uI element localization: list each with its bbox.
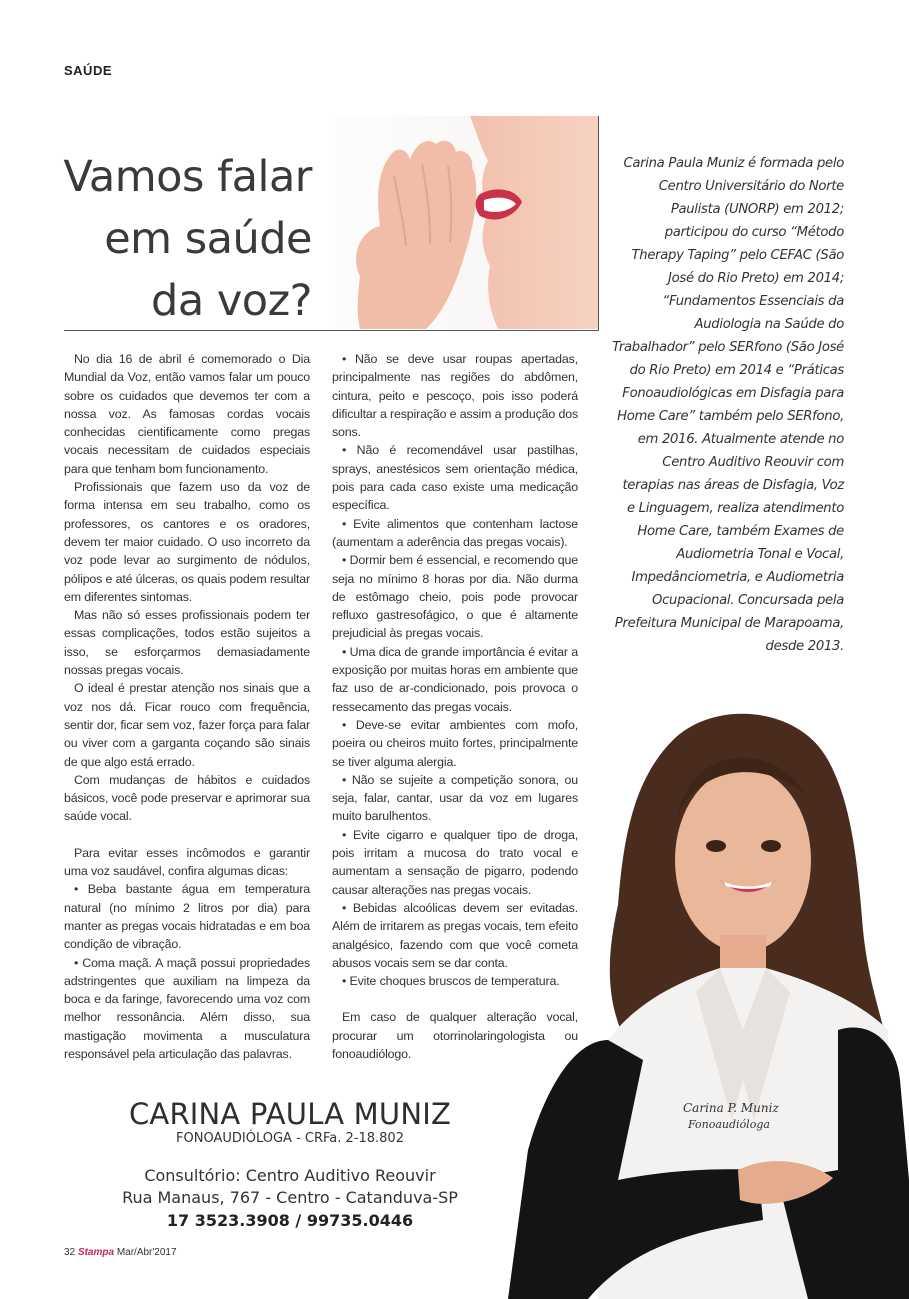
- article-column-1: [64, 350, 310, 1063]
- author-portrait-photo: [508, 700, 909, 1299]
- author-role: FONOAUDIÓLOGA - CRFa. 2-18.802: [176, 1131, 404, 1146]
- paragraph: No dia 16 de abril é comemorado o Dia Mundial da Voz, então vamos falar um pouco sobre os cuidados que devemos ter com a nossa voz. As famosas cordas vocais conhecidas cientificamente como pregas vocais necessitam de cuidados especiais para que tenham bom funcionamento.: [64, 352, 310, 476]
- tip-item: • Bebidas alcoólicas devem ser evitadas. Além de irritarem as pregas vocais, tem efeito analgésico, fazendo com que você cometa abusos vocais sem se dar conta.: [332, 900, 578, 970]
- office-name: Consultório: Centro Auditivo Reouvir: [144, 1166, 436, 1185]
- coat-name-embroidery: Carina P. Muniz: [683, 1101, 779, 1115]
- title-line: em saúde: [104, 214, 312, 264]
- tip-item: • Não é recomendável usar pastilhas, sprays, anestésicos sem orientação médica, pois para cada caso existe uma medicação específica.: [332, 443, 578, 513]
- paragraph: O ideal é prestar atenção nos sinais que a voz nos dá. Ficar rouco com frequência, sentir dor, ficar sem voz, fazer força para falar ou viver com a garganta coçando são sinais de que algo está errado.: [64, 681, 310, 769]
- divider-vertical: [598, 116, 599, 331]
- title-line: da voz?: [151, 276, 312, 326]
- tip-item: • Uma dica de grande importância é evitar a exposição por muitas horas em ambiente que faz uso de ar-condicionado, pois provoca o ressecamento das pregas vocais.: [332, 644, 578, 714]
- magazine-name: Stampa: [77, 1247, 115, 1258]
- author-signature-block: [80, 1094, 500, 1233]
- hero-photo-whisper: [330, 116, 598, 329]
- coat-role-embroidery: Fonoaudióloga: [688, 1118, 770, 1131]
- tip-item: • Beba bastante água em temperatura natural (no mínimo 2 litros por dia) para manter as pregas vocais hidratadas e em boa condição de vibração.: [64, 882, 310, 952]
- tip-item: • Não se deve usar roupas apertadas, principalmente nas regiões do abdômen, cintura, peito e pescoço, pois isso poderá dificultar a respiração e assim a produção dos sons.: [332, 352, 578, 440]
- paragraph: Com mudanças de hábitos e cuidados básicos, você pode preservar e aprimorar sua saúde vocal.: [64, 772, 310, 824]
- article-title: [40, 146, 312, 332]
- tip-item: • Dormir bem é essencial, e recomendo que seja no mínimo 8 horas por dia. Não durma de estômago cheio, pois pode provocar refluxo gastresofágico, o que é altamente prejudicial às pregas vocais.: [332, 553, 578, 641]
- whispering-face-illustration: [330, 116, 598, 329]
- tip-item: • Evite cigarro e qualquer tipo de droga, pois irritam a mucosa do trato vocal e aumentam a sensação de pigarro, podendo causar alterações nas pregas vocais.: [332, 827, 578, 897]
- paragraph: Para evitar esses incômodos e garantir uma voz saudável, confira algumas dicas:: [64, 845, 310, 879]
- section-label: SAÚDE: [64, 63, 113, 78]
- author-name: CARINA PAULA MUNIZ: [128, 1097, 452, 1131]
- title-line: Vamos falar: [63, 152, 312, 202]
- author-portrait-illustration: [508, 700, 909, 1299]
- paragraph: Mas não só esses profissionais podem ter essas complicações, todos estão sujeitos a isso, se esforçarmos demasiadamente nossas pregas vocais.: [64, 608, 310, 678]
- office-address: Rua Manaus, 767 - Centro - Catanduva-SP: [122, 1188, 458, 1207]
- paragraph: Em caso de qualquer alteração vocal, procurar um otorrinolaringologista ou fonoaudiólogo.: [332, 1010, 578, 1061]
- office-phones: 17 3523.3908 / 99735.0446: [166, 1211, 414, 1230]
- tip-item: • Evite alimentos que contenham lactose (aumentam a aderência das pregas vocais).: [332, 516, 578, 549]
- paragraph: Profissionais que fazem uso da voz de forma intensa em seu trabalho, como os professores, os cantores e os oradores, devem ter maior cuidado. O uso incorreto da voz pode levar ao surgimento de nódulos, pólipos e até úlceras, os quais podem resultar em diferentes sintomas.: [64, 480, 310, 604]
- page-number: 32: [64, 1247, 76, 1258]
- issue-date: Mar/Abr'2017: [116, 1247, 177, 1258]
- divider-horizontal: [64, 330, 599, 331]
- tip-item: • Não se sujeite a competição sonora, ou seja, falar, cantar, usar da voz em lugares muito barulhentos.: [332, 772, 578, 824]
- tip-item: • Evite choques bruscos de temperatura.: [342, 974, 560, 989]
- author-bio: Carina Paula Muniz é formada pelo Centro Universitário do Norte Paulista (UNORP) em 2012; participou do curso “Método Therapy Taping” pelo CEFAC (São José do Rio Preto) em 2014; “Fundamentos Essenciais da Audiologia na Saúde do Trabalhador” pelo SERfono (São José do Rio Preto) em 2014 e “Práticas Fonoaudiológicas em Disfagia para Home Care” também pelo SERfono, em 2016. Atualmente atende no Centro Auditivo Reouvir com terapias nas áreas de Disfagia, Voz e Linguagem, realiza atendimento Home Care, também Exames de Audiometria Tonal e Vocal, Impedânciometria, e Audiometria Ocupacional. Concursada pela Prefeitura Municipal de Marapoama, desde 2013.: [612, 156, 844, 654]
- page-footer: [64, 1247, 177, 1258]
- tip-item: • Coma maçã. A maçã possui propriedades adstringentes que auxiliam na limpeza da boca e da faringe, favorecendo uma voz com melhor ressonância. Além disso, sua mastigação movimenta a musculatura responsável pela articulação das palavras.: [64, 955, 310, 1061]
- tip-item: • Deve-se evitar ambientes com mofo, poeira ou cheiros muito fortes, principalmente se tiver alguma alergia.: [332, 717, 578, 769]
